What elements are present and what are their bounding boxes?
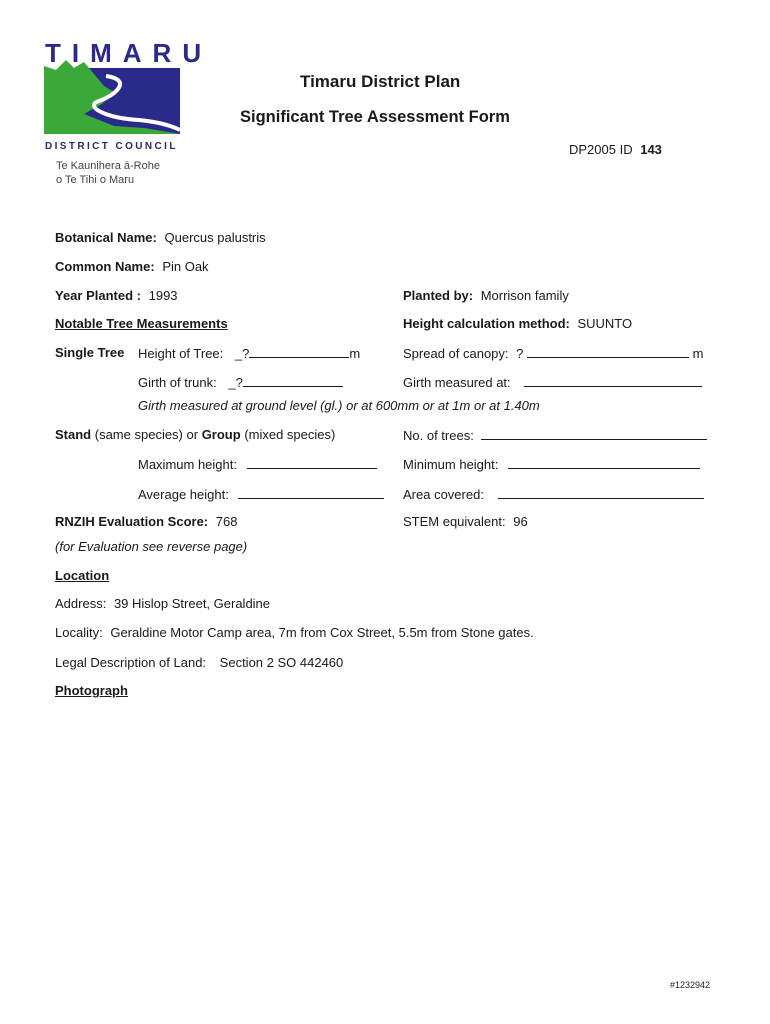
address-label: Address: xyxy=(55,596,107,611)
planted-by-value: Morrison family xyxy=(480,288,569,303)
year-value: 1993 xyxy=(148,288,178,303)
id-value: 143 xyxy=(640,142,662,157)
height-of-tree-value: _? xyxy=(234,346,250,361)
height-method-value: SUUNTO xyxy=(577,316,633,331)
no-trees-row xyxy=(403,427,707,443)
group-tail: (mixed species) xyxy=(244,427,336,442)
eval-note: (for Evaluation see reverse page) xyxy=(55,539,248,554)
rnzih-row xyxy=(55,514,237,529)
notable-heading: Notable Tree Measurements xyxy=(55,316,228,331)
legal-value: Section 2 SO 442460 xyxy=(219,655,344,670)
height-of-tree-line xyxy=(249,345,349,358)
address-row xyxy=(55,596,270,611)
avg-height-line xyxy=(238,486,384,499)
spread-unit: m xyxy=(692,346,704,361)
rnzih-label: RNZIH Evaluation Score: xyxy=(55,514,209,529)
location-heading: Location xyxy=(55,568,110,583)
planted-by-row xyxy=(403,288,569,303)
group-label: Group xyxy=(201,427,241,442)
common-row xyxy=(55,259,209,274)
min-height-label: Minimum height: xyxy=(403,457,499,472)
girth-note: Girth measured at ground level (gl.) or at 600mm or at 1m or at 1.40m xyxy=(138,398,540,413)
girth-measured-row xyxy=(403,374,702,390)
avg-height-label: Average height: xyxy=(138,487,229,502)
council-logo-icon xyxy=(44,56,182,136)
address-value: 39 Hislop Street, Geraldine xyxy=(113,596,271,611)
document-number: #1232942 xyxy=(670,980,711,990)
year-row xyxy=(55,288,178,303)
height-unit: m xyxy=(349,346,361,361)
year-label: Year Planted : xyxy=(55,288,141,303)
min-height-row xyxy=(403,456,700,472)
id-label: DP2005 ID xyxy=(569,142,633,157)
max-height-row xyxy=(138,456,377,472)
stand-mid: (same species) or xyxy=(94,427,199,442)
height-method-row xyxy=(403,316,632,331)
stand-group-row xyxy=(55,427,335,442)
girth-label: Girth of trunk: xyxy=(138,375,217,390)
height-of-tree-label: Height of Tree: xyxy=(138,346,224,361)
botanical-row xyxy=(55,230,266,245)
spread-line xyxy=(527,345,689,358)
area-covered-line xyxy=(498,486,704,499)
single-tree-label: Single Tree xyxy=(55,345,125,360)
id-row xyxy=(569,142,662,157)
common-value: Pin Oak xyxy=(162,259,209,274)
page-title: Timaru District Plan xyxy=(300,72,461,91)
locality-label: Locality: xyxy=(55,625,103,640)
no-trees-line xyxy=(481,427,707,440)
photograph-heading: Photograph xyxy=(55,683,128,698)
no-trees-label: No. of trees: xyxy=(403,428,474,443)
height-method-label: Height calculation method: xyxy=(403,316,570,331)
spread-value: ? xyxy=(516,346,524,361)
girth-row xyxy=(138,374,343,390)
area-covered-row xyxy=(403,486,704,502)
spread-label: Spread of canopy: xyxy=(403,346,509,361)
girth-line xyxy=(243,374,343,387)
min-height-line xyxy=(508,456,700,469)
logo-maori-line2: o Te Tihi o Maru xyxy=(56,174,135,186)
area-covered-label: Area covered: xyxy=(403,487,484,502)
stem-label: STEM equivalent: xyxy=(403,514,506,529)
botanical-label: Botanical Name: xyxy=(55,230,157,245)
locality-row xyxy=(55,625,534,640)
stem-row xyxy=(403,514,528,529)
locality-value: Geraldine Motor Camp area, 7m from Cox Street, 5.5m from Stone gates. xyxy=(110,625,534,640)
botanical-value: Quercus palustris xyxy=(164,230,266,245)
planted-by-label: Planted by: xyxy=(403,288,474,303)
logo-wordmark: TIMARU xyxy=(45,38,213,68)
stem-value: 96 xyxy=(513,514,528,529)
girth-value: _? xyxy=(228,375,243,390)
logo-maori-line1: Te Kaunihera ā-Rohe xyxy=(56,160,160,172)
avg-height-row xyxy=(138,486,384,502)
common-label: Common Name: xyxy=(55,259,155,274)
form-title: Significant Tree Assessment Form xyxy=(240,108,510,126)
girth-measured-line xyxy=(524,374,702,387)
legal-label: Legal Description of Land: xyxy=(55,655,207,670)
legal-row xyxy=(55,655,343,670)
logo-subtitle: DISTRICT COUNCIL xyxy=(45,141,178,152)
height-of-tree-row xyxy=(138,345,360,361)
spread-row xyxy=(403,345,703,361)
girth-measured-label: Girth measured at: xyxy=(403,375,511,390)
rnzih-value: 768 xyxy=(215,514,238,529)
max-height-line xyxy=(247,456,377,469)
max-height-label: Maximum height: xyxy=(138,457,237,472)
stand-label: Stand xyxy=(55,427,92,442)
